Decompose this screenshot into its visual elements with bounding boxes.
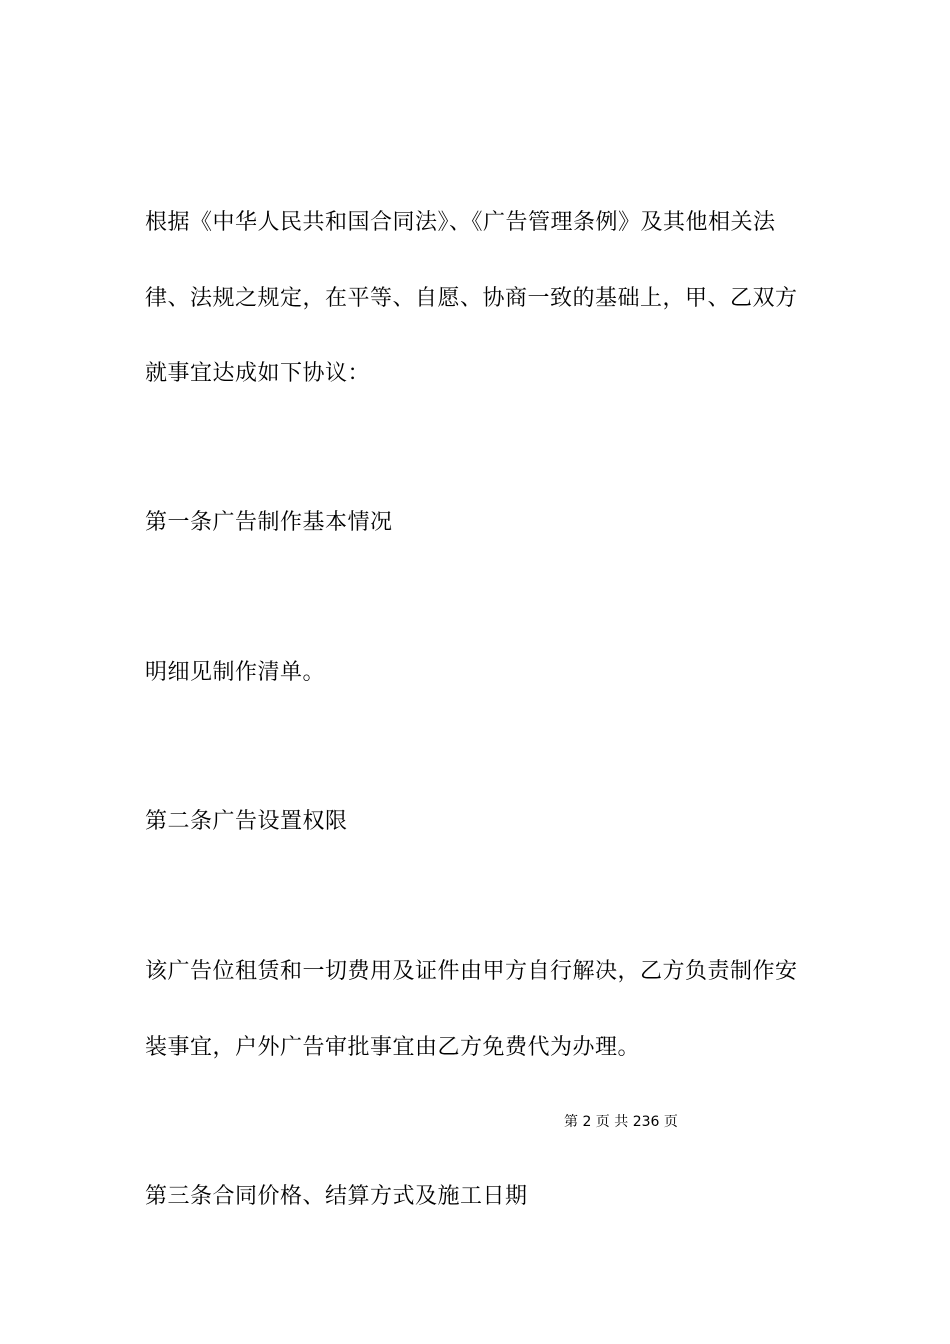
article-3-heading: 第三条合同价格、结算方式及施工日期: [145, 1184, 528, 1209]
article-2-body-line-2: 装事宜，户外广告审批事宜由乙方免费代为办理。: [145, 1035, 641, 1060]
preamble-line-3: 就事宜达成如下协议：: [145, 361, 371, 386]
article-1-body: 明细见制作清单。: [145, 660, 326, 685]
article-2-heading: 第二条广告设置权限: [145, 809, 348, 834]
article-1-heading: 第一条广告制作基本情况: [145, 510, 393, 535]
page-footer: 第 2 页 共 236 页: [564, 1114, 678, 1130]
preamble-line-1: 根据《中华人民共和国合同法》、《广告管理条例》及其他相关法: [145, 210, 776, 235]
article-2-body-line-1: 该广告位租赁和一切费用及证件由甲方自行解决，乙方负责制作安: [145, 959, 798, 984]
preamble-line-2: 律、法规之规定，在平等、自愿、协商一致的基础上，甲、乙双方: [145, 286, 798, 311]
